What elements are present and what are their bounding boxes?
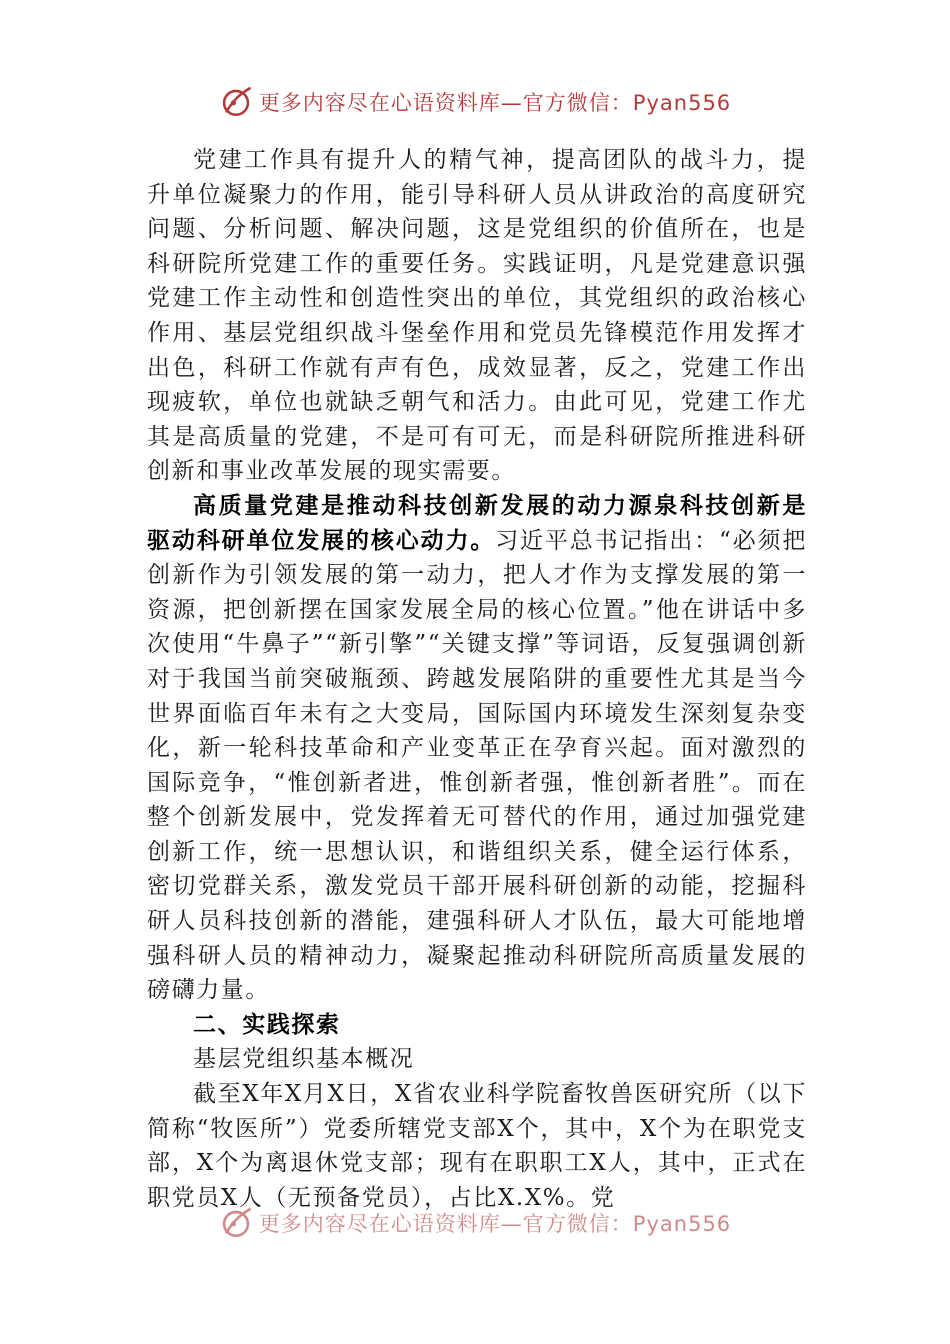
paragraph-2-lead: 高质量党建是推动科技创新发展的动力源泉科技创新是驱动科研单位发展的核心动力。 (147, 491, 807, 554)
watermark-text: 更多内容尽在心语资料库—官方微信：Pyan556 (258, 1212, 732, 1236)
subheading: 基层党组织基本概况 (193, 1046, 415, 1073)
paragraph-2 (147, 489, 807, 1008)
watermark-header (0, 82, 950, 122)
paragraph-3: 截至X年X月X日，X省农业科学院畜牧兽医研究所（以下简称“牧医所”）党委所辖党支部X个，其中，X个为在职党支部，X个为离退休党支部；现有在职职工X人，其中，正式在职党员X人（无预备党员），占比X.X%。党 (147, 1081, 807, 1211)
paragraph-2-body: 习近平总书记指出：“必须把创新作为引领发展的第一动力，把人才作为支撑发展的第一资源，把创新摆在国家发展全局的核心位置。”他在讲话中多次使用“牛鼻子”“新引擎”“关键支撑”等词语，反复强调创新对于我国当前突破瓶颈、跨越发展陷阱的重要性尤其是当今世界面临百年未有之大变局，国际国内环境发生深刻复杂变化，新一轮科技革命和产业变革正在孕育兴起。面对激烈的国际竞争，“惟创新者进，惟创新者强，惟创新者胜”。而在整个创新发展中，党发挥着无可替代的作用，通过加强党建创新工作，统一思想认识，和谐组织关系，健全运行体系，密切党群关系，激发党员干部开展科研创新的动能，挖掘科研人员科技创新的潜能，建强科研人才队伍，最大可能地增强科研人员的精神动力，凝聚起推动科研院所高质量发展的磅礴力量。 (147, 527, 807, 1004)
watermark-text: 更多内容尽在心语资料库—官方微信：Pyan556 (258, 91, 732, 115)
brush-logo-icon (219, 1206, 253, 1240)
watermark-footer (0, 1203, 950, 1243)
brush-logo-icon (219, 85, 253, 119)
paragraph-1: 党建工作具有提升人的精气神，提高团队的战斗力，提升单位凝聚力的作用，能引导科研人员从讲政治的高度研究问题、分析问题、解决问题，这是党组织的价值所在，也是科研院所党建工作的重要任务。实践证明，凡是党建意识强党建工作主动性和创造性突出的单位，其党组织的政治核心作用、基层党组织战斗堡垒作用和党员先锋模范作用发挥才出色，科研工作就有声有色，成效显著，反之，党建工作出现疲软，单位也就缺乏朝气和活力。由此可见，党建工作尤其是高质量的党建，不是可有可无，而是科研院所推进科研创新和事业改革发展的现实需要。 (147, 147, 807, 485)
section-heading: 二、实践探索 (193, 1010, 341, 1038)
document-body (147, 143, 807, 1215)
